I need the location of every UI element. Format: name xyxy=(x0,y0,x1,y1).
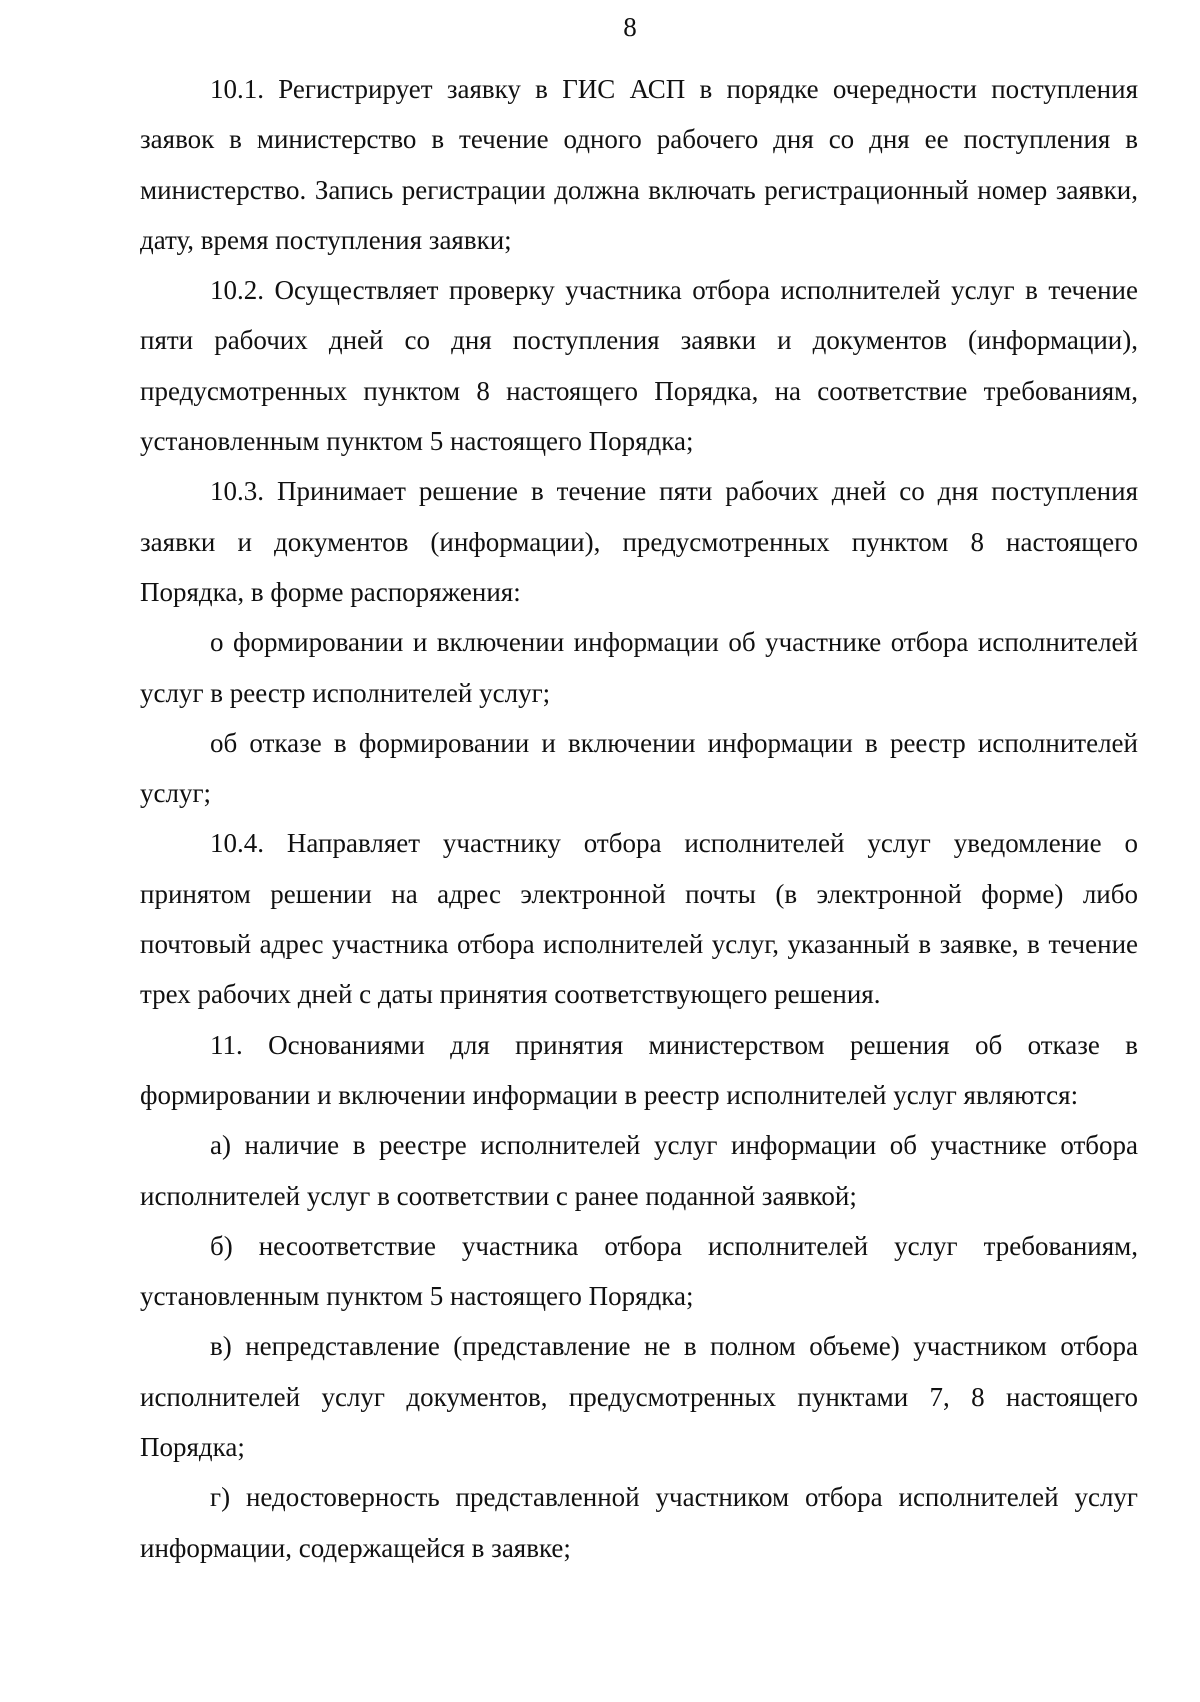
paragraph-10-4: 10.4. Направляет участнику отбора исполнителей услуг уведомление о принятом решении на адрес электронной почты (в электронной форме) либо почтовый адрес участника отбора исполнителей услуг, указанный в заявке, в течение трех рабочих дней с даты принятия соответствующего решения. xyxy=(140,828,1138,1010)
paragraph-11-v: в) непредставление (представление не в полном объеме) участником отбора исполнителей услуг документов, предусмотренных пунктами 7, 8 настоящего Порядка; xyxy=(140,1331,1138,1463)
paragraph-10-2: 10.2. Осуществляет проверку участника отбора исполнителей услуг в течение пяти рабочих дней со дня поступления заявки и документов (информации), предусмотренных пунктом 8 настоящего Порядка, на соответствие требованиям, установленным пунктом 5 настоящего Порядка; xyxy=(140,275,1138,457)
paragraph-decision-refuse: об отказе в формировании и включении информации в реестр исполнителей услуг; xyxy=(140,727,1138,809)
paragraph-10-1: 10.1. Регистрирует заявку в ГИС АСП в порядке очередности поступления заявок в министерство в течение одного рабочего дня со дня ее поступления в министерство. Запись регистрации должна включать регистрационный номер заявки, дату, время поступления заявки; xyxy=(140,74,1138,255)
paragraph-11-a: а) наличие в реестре исполнителей услуг информации об участнике отбора исполнителей услуг в соответствии с ранее поданной заявкой; xyxy=(140,1130,1138,1211)
document-body xyxy=(140,64,1138,1573)
paragraph-11-b: б) несоответствие участника отбора исполнителей услуг требованиям, установленным пунктом 5 настоящего Порядка; xyxy=(140,1230,1138,1312)
paragraph-10-3: 10.3. Принимает решение в течение пяти рабочих дней со дня поступления заявки и документов (информации), предусмотренных пунктом 8 настоящего Порядка, в форме распоряжения: xyxy=(140,476,1138,607)
paragraph-11: 11. Основаниями для принятия министерством решения об отказе в формировании и включении информации в реестр исполнителей услуг являются: xyxy=(140,1029,1138,1110)
paragraph-11-g: г) недостоверность представленной участником отбора исполнителей услуг информации, содержащейся в заявке; xyxy=(140,1482,1138,1563)
page-number: 8 xyxy=(623,12,637,42)
paragraph-decision-include: о формировании и включении информации об участнике отбора исполнителей услуг в реестр исполнителей услуг; xyxy=(140,627,1138,708)
